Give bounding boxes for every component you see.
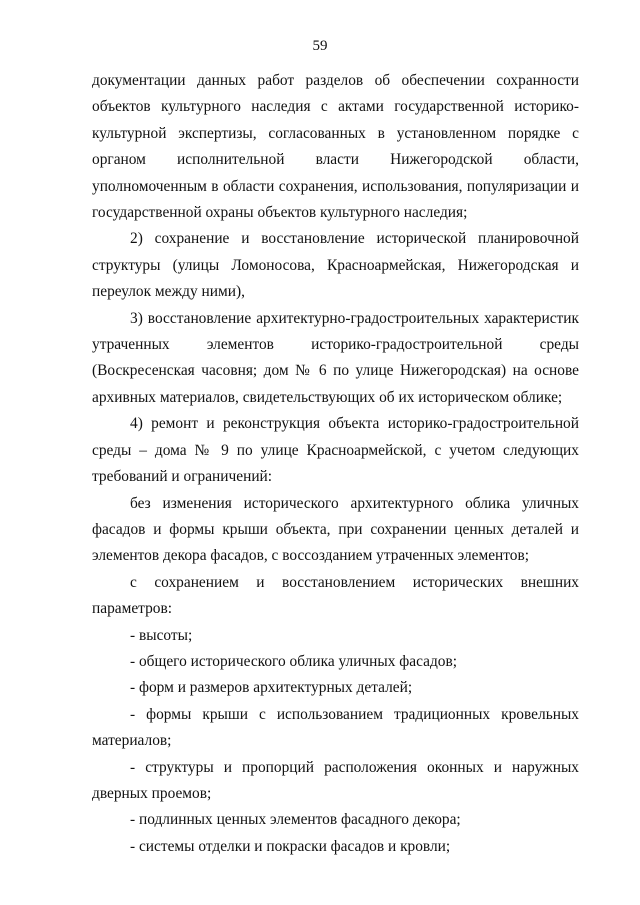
list-item-finishing: - системы отделки и покраски фасадов и кровли; <box>130 837 451 855</box>
paragraph-continuation: документации данных работ разделов об обеспечении сохранности объектов культурного наследия с актами государственной историко-культурной экспертизы, согласованных в установленном порядке с органом исполнительной власти Нижегородской области, уполномоченным в области сохранения, использования, популяризации и государственной охраны объектов культурного наследия; <box>92 72 579 222</box>
list-item-height: - высоты; <box>130 626 193 644</box>
paragraph-item-4: 4) ремонт и реконструкция объекта историко-градостроительной среды – дома № 9 по улице Красноармейской, с учетом следующих требований и ограничений: <box>92 415 579 486</box>
paragraph-item-2: 2) сохранение и восстановление исторической планировочной структуры (улицы Ломоносова, Красноармейская, Нижегородская и переулок между ними), <box>92 230 579 301</box>
paragraph-item-3: 3) восстановление архитектурно-градостроительных характеристик утраченных элементов историко-градостроительной среды (Воскресенская часовня; дом № 6 по улице Нижегородская) на основе архивных материалов, свидетельствующих об их историческом облике; <box>92 309 579 406</box>
list-item-facades: - общего исторического облика уличных фасадов; <box>130 652 458 670</box>
body-text <box>92 68 579 860</box>
list-item-decor: - подлинных ценных элементов фасадного декора; <box>130 811 461 829</box>
paragraph-requirements: без изменения исторического архитектурного облика уличных фасадов и формы крыши объекта, при сохранении ценных деталей и элементов декора фасадов, с воссозданием утраченных элементов; <box>92 494 579 565</box>
list-item-details: - форм и размеров архитектурных деталей; <box>130 679 413 697</box>
list-item-roof: - формы крыши с использованием традиционных кровельных материалов; <box>92 705 579 750</box>
page-number: 59 <box>312 38 328 54</box>
list-item-openings: - структуры и пропорций расположения оконных и наружных дверных проемов; <box>92 758 579 802</box>
paragraph-parameters: с сохранением и восстановлением исторических внешних параметров: <box>92 573 579 618</box>
